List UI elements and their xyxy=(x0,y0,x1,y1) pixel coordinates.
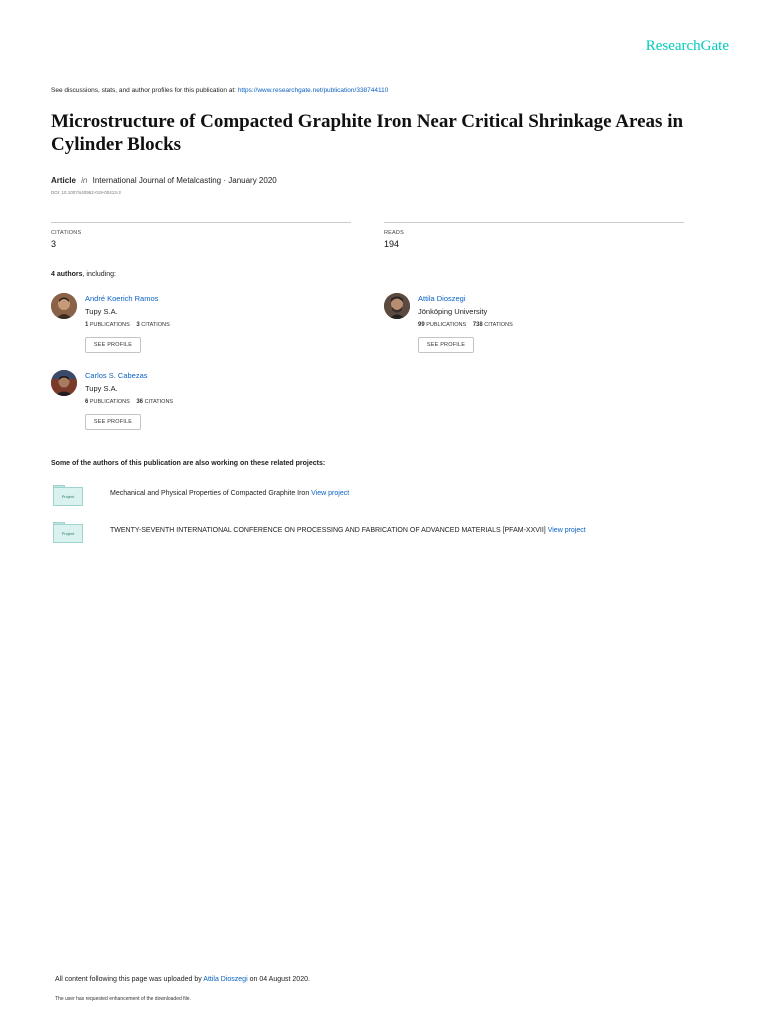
author-avatar[interactable] xyxy=(51,293,77,319)
see-profile-button[interactable]: SEE PROFILE xyxy=(418,337,474,353)
author-citations-label: CITATIONS xyxy=(144,399,174,405)
project-title: Mechanical and Physical Properties of Compacted Graphite Iron xyxy=(110,490,310,497)
citations-label: CITATIONS xyxy=(51,230,82,236)
avatar-image xyxy=(384,293,410,319)
author-institution: Tupy S.A. xyxy=(85,384,118,393)
divider-reads xyxy=(384,222,684,223)
project-text xyxy=(110,527,586,534)
researchgate-logo[interactable]: ResearchGate xyxy=(645,38,729,54)
author-citations-label: CITATIONS xyxy=(484,322,513,328)
see-discussions-line xyxy=(51,87,388,94)
publications-label: PUBLICATIONS xyxy=(89,399,130,405)
see-profile-button[interactable]: SEE PROFILE xyxy=(85,337,141,353)
author-citations-label: CITATIONS xyxy=(141,322,170,328)
project-folder-icon[interactable] xyxy=(53,485,83,507)
author-stats xyxy=(418,322,513,328)
author-name-link[interactable]: Attila Dioszegi xyxy=(418,294,466,303)
publications-count: 99 xyxy=(418,322,425,328)
journal-and-date: International Journal of Metalcasting · January 2020 xyxy=(92,176,277,185)
project-icon-label: Project xyxy=(53,524,83,543)
upload-date: on 04 August 2020. xyxy=(249,976,310,983)
publications-label: PUBLICATIONS xyxy=(89,322,130,328)
project-row xyxy=(51,522,691,546)
in-word: in xyxy=(81,176,88,185)
divider-citations xyxy=(51,222,351,223)
citations-count: 3 xyxy=(51,239,57,249)
author-institution: Jönköping University xyxy=(418,307,488,316)
publication-url-link[interactable]: https://www.researchgate.net/publication/338744110 xyxy=(237,87,389,94)
author-citations-count: 36 xyxy=(136,399,144,405)
project-title: TWENTY-SEVENTH INTERNATIONAL CONFERENCE ON PROCESSING AND FABRICATION OF ADVANCED MATERIALS [PFAM-XXVII] xyxy=(110,527,546,534)
publications-count: 6 xyxy=(85,399,89,405)
publication-title: Microstructure of Compacted Graphite Iron Near Critical Shrinkage Areas in Cylinder Blocks xyxy=(51,111,684,155)
publication-type: Article xyxy=(51,176,76,185)
author-avatar[interactable] xyxy=(384,293,410,319)
reads-label: READS xyxy=(384,230,404,236)
uploader-link[interactable]: Attila Dioszegi xyxy=(203,976,248,983)
author-avatar[interactable] xyxy=(51,370,77,396)
authors-count: 4 authors xyxy=(51,271,83,278)
publications-count: 1 xyxy=(85,322,89,328)
upload-prefix: All content following this page was uploaded by xyxy=(55,976,202,983)
author-citations-count: 738 xyxy=(472,322,483,328)
doi: DOI: 10.1007/s40962-019-00413-3 xyxy=(51,190,121,195)
publications-label: PUBLICATIONS xyxy=(426,322,467,328)
author-stats xyxy=(85,322,170,328)
project-icon-label: Project xyxy=(53,487,83,506)
publication-meta xyxy=(51,176,277,185)
author-citations-count: 3 xyxy=(136,322,140,328)
author-card xyxy=(384,293,684,363)
author-name-link[interactable]: Carlos S. Cabezas xyxy=(85,371,148,380)
see-profile-button[interactable]: SEE PROFILE xyxy=(85,414,141,430)
enhancement-note: The user has requested enhancement of the downloaded file. xyxy=(55,996,191,1002)
project-folder-icon[interactable] xyxy=(53,522,83,544)
view-project-link[interactable]: View project xyxy=(547,527,586,534)
view-project-link[interactable]: View project xyxy=(311,490,350,497)
see-discussions-text: See discussions, stats, and author profiles for this publication at: xyxy=(51,87,236,94)
author-card xyxy=(51,370,351,440)
author-institution: Tupy S.A. xyxy=(85,307,118,316)
project-row xyxy=(51,485,691,509)
avatar-image xyxy=(51,370,77,396)
reads-count: 194 xyxy=(384,239,400,249)
author-card xyxy=(51,293,351,363)
authors-heading xyxy=(51,271,116,278)
upload-info xyxy=(55,976,310,983)
authors-suffix: , including: xyxy=(82,271,116,278)
project-text xyxy=(110,490,349,497)
author-name-link[interactable]: André Koerich Ramos xyxy=(85,294,159,303)
avatar-image xyxy=(51,293,77,319)
author-stats xyxy=(85,399,173,405)
related-projects-heading: Some of the authors of this publication are also working on these related projects: xyxy=(51,460,326,467)
